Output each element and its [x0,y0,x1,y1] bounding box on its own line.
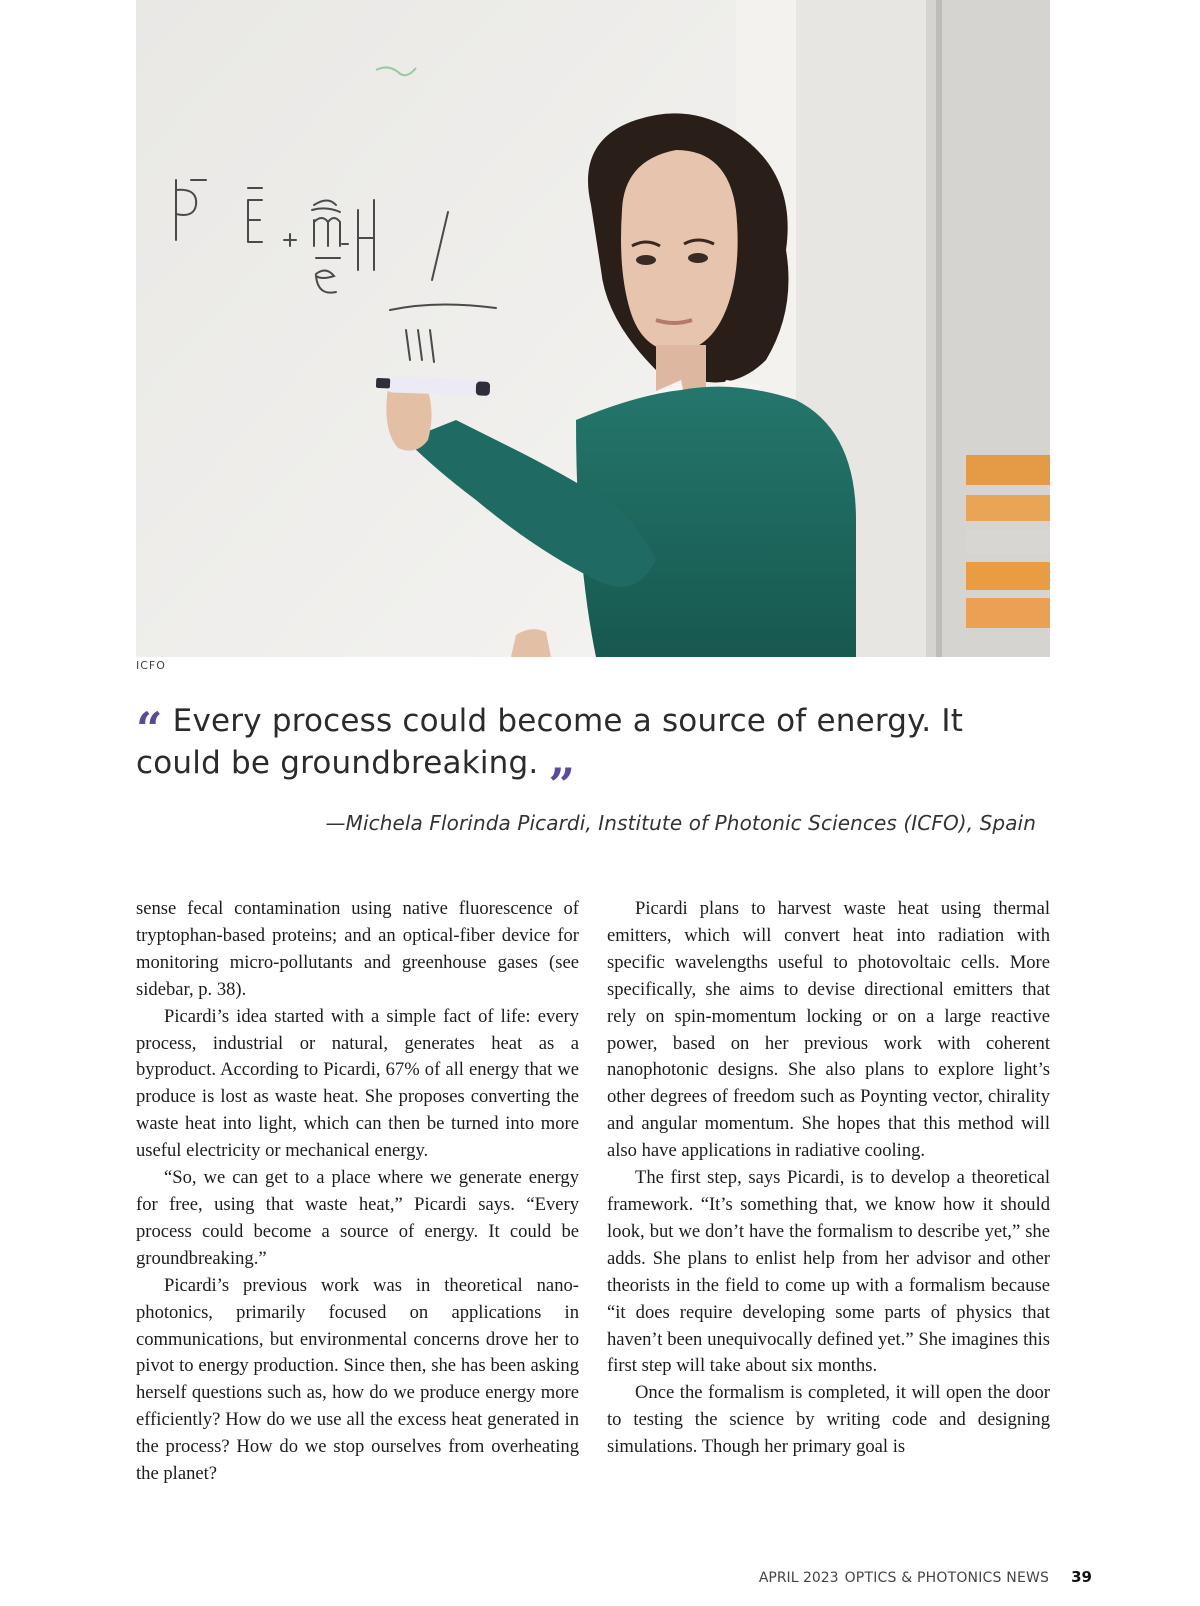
body-column-left [136,896,579,1488]
pull-quote-attribution: —Michela Florinda Picardi, Institute of Photonic Sciences (ICFO), Spain [325,811,1036,835]
article-photo [136,0,1050,657]
open-quote-icon: “ [136,702,163,756]
close-quote-icon: ” [548,758,576,812]
paragraph: Picardi’s idea started with a simple fact of life: every process, industrial or natural, generates heat as a byproduct. According to Picardi, 67% of all energy that we produce is lost as waste heat. She proposes converting the waste heat into light, which can then be turned into more useful electricity or mechanical energy. [136,1005,579,1162]
magazine-name: OPTICS & PHOTONICS NEWS [844,1570,1050,1586]
issue-date: APRIL 2023 [758,1570,839,1586]
paragraph: Picardi’s previous work was in theoretical nanophotonics, primarily focused on applications in communications, but environmental concerns drove her to pivot to energy production. Since then, she has been asking herself questions such as, how do we produce energy more efficiently? How do we use all the excess heat generated in the process? How do we stop ourselves from overheating the planet? [136,1274,579,1485]
pull-quote-text: Every process could become a source of energy. It could be groundbreaking. [136,703,964,781]
paragraph: The first step, says Picardi, is to develop a theoretical framework. “It’s something that, we know how it should look, but we don’t have the formalism to describe yet,” she adds. She plans to enlist help from her advisor and other theorists in the field to come up with a formalism because “it does require developing some parts of physics that haven’t been unequivocally defined yet.” She imagines this first step will take about six months. [607,1167,1050,1377]
pull-quote [136,700,1056,812]
photo-credit: ICFO [136,659,166,672]
paragraph: “So, we can get to a place where we generate energy for free, using that waste heat,” Picardi says. “Every process could become a source of energy. It could be groundbreaking.” [136,1167,579,1269]
body-column-right [607,896,1050,1461]
paragraph: Picardi plans to harvest waste heat using thermal emitters, which will convert heat into radiation with specific wavelengths useful to photovoltaic cells. More specifically, she aims to devise directional emitters that rely on spin-momentum locking or on a large reactive power, based on her previous work with coherent nanophotonic designs. She also plans to explore light’s other degrees of freedom such as Poynting vector, chirality and angular momentum. She hopes that this method will also have applications in radiative cooling. [607,898,1050,1162]
page-number: 39 [1071,1568,1092,1586]
photo-illustration [136,0,1050,657]
page-footer [759,1568,1092,1586]
paragraph: Once the formalism is completed, it will open the door to testing the science by writing code and designing simulations. Though her primary goal is [607,1382,1050,1458]
paragraph: sense fecal contamination using native fluorescence of tryptophan-based proteins; and an optical-fiber device for monitoring micro-pollutants and greenhouse gases (see sidebar, p. 38). [136,898,579,1000]
